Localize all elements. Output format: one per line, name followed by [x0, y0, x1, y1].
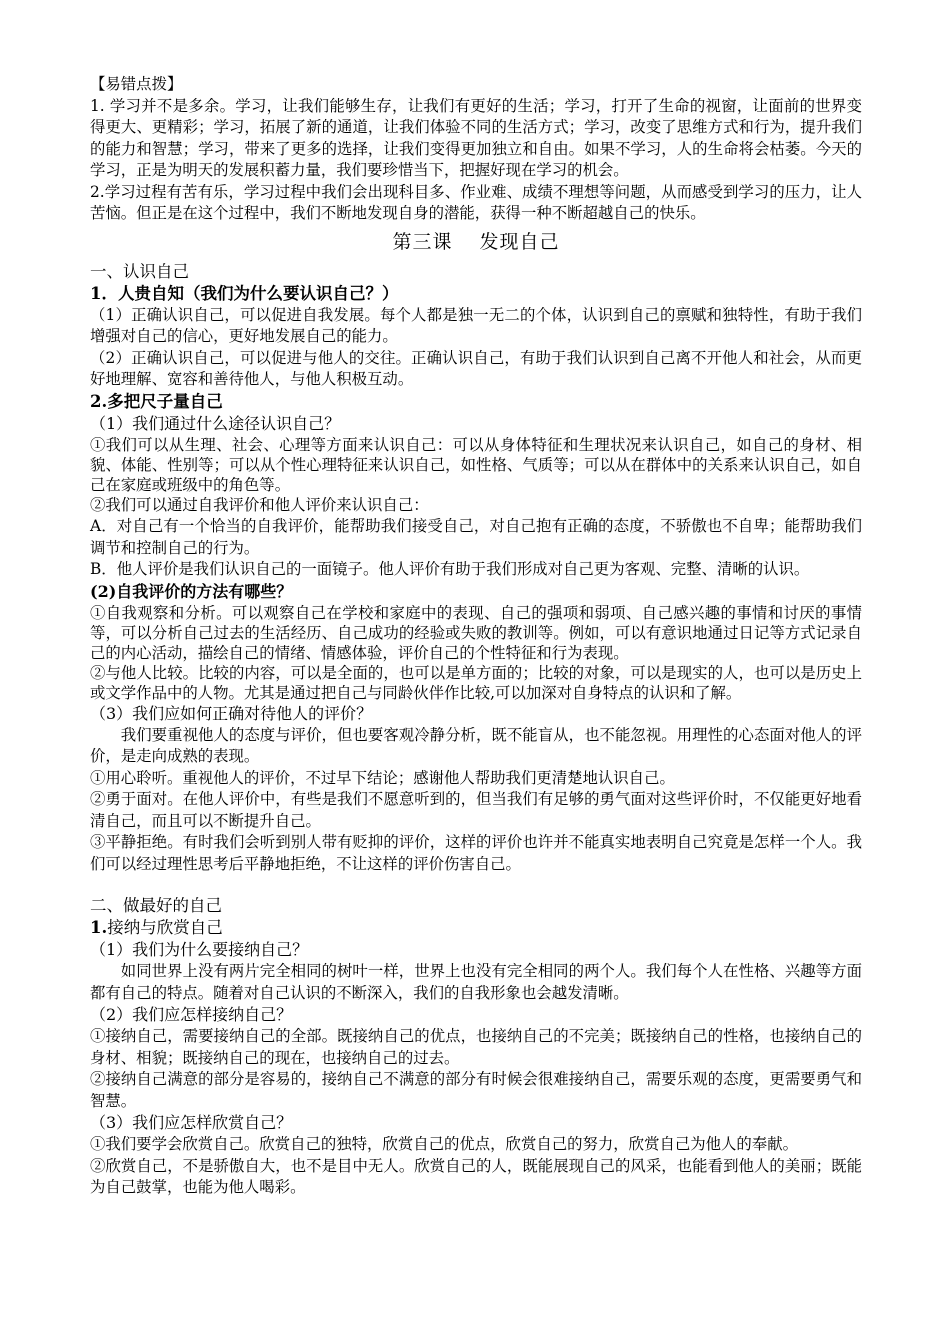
s2-q1-sub2-a: ①接纳自己，需要接纳自己的全部。既接纳自己的优点，也接纳自己的不完美；既接纳自己的性格，也接纳自己的身材、相貌；既接纳自己的现在，也接纳自己的过去。 — [90, 1027, 862, 1067]
s2-q1-sub1-title: （1）我们为什么要接纳自己？ — [90, 940, 309, 959]
s2-q1-title-number: 1. — [90, 918, 108, 937]
s1-q2-sub3-c: ③平静拒绝。有时我们会听到别人带有贬抑的评价，这样的评价也许并不能真实地表明自己究竟是怎样一个人。我们可以经过理性思考后平静地拒绝，不让这样的评价伤害自己。 — [90, 833, 862, 873]
s1-q2-sub3-a: ①用心聆听。重视他人的评价，不过早下结论；感谢他人帮助我们更清楚地认识自己。 — [90, 768, 675, 787]
s1-q2-sub2-a: ①自我观察和分析。可以观察自己在学校和家庭中的表现、自己的强项和弱项、自己感兴趣的事情和讨厌的事情等，可以分析自己过去的生活经历、自己成功的经验或失败的教训等。例如，可以有意识地通过日记等方式记录自己的内心活动，描绘自己的情绪、情感体验，评价自己的个性特征和行为表现。 — [90, 603, 862, 662]
s1-q2-sub1-c: A．对自己有一个恰当的自我评价，能帮助我们接受自己，对自己抱有正确的态度，不骄傲也不自卑；能帮助我们调节和控制自己的行为。 — [90, 517, 862, 557]
section-1-title: 一、认识自己 — [90, 261, 189, 281]
error-tip-1: 1. 学习并不是多余。学习，让我们能够生存，让我们有更好的生活；学习，打开了生命的视窗，让面前的世界变得更大、更精彩；学习，拓展了新的通道，让我们体验不同的生活方式；学习，改变了思维方式和行为，提升我们的能力和智慧；学习，带来了更多的选择，让我们变得更加独立和自由。如果不学习，人的生命将会枯萎。今天的学习，正是为明天的发展积蓄力量，我们要珍惜当下，把握好现在学习的机会。 — [90, 96, 862, 179]
s2-q1-sub3-a: ①我们要学会欣赏自己。欣赏自己的独特，欣赏自己的优点，欣赏自己的努力，欣赏自己为他人的奉献。 — [90, 1135, 798, 1153]
s2-q1-sub3-b: ②欣赏自己，不是骄傲自大，也不是目中无人。欣赏自己的人，既能展现自己的风采，也能看到他人的美丽；既能为自己鼓掌，也能为他人喝彩。 — [90, 1156, 862, 1196]
section-2-title: 二、做最好的自己 — [90, 896, 222, 915]
s1-q2-sub1-a: ①我们可以从生理、社会、心理等方面来认识自己：可以从身体特征和生理状况来认识自己，如自己的身材、相貌、体能、性别等；可以从个性心理特征来认识自己，如性格、气质等；可以从在群体中的关系来认识自己，如自己在家庭或班级中的角色等。 — [90, 435, 862, 494]
s1-q2-sub1-b: ②我们可以通过自我评价和他人评价来认识自己： — [90, 495, 429, 514]
s1-q2-sub3-title: （3）我们应如何正确对待他人的评价？ — [90, 703, 373, 723]
s1-q1-point-2: （2）正确认识自己，可以促进与他人的交往。正确认识自己，有助于我们认识到自己离不开他人和社会，从而更好地理解、宽容和善待他人，与他人积极互动。 — [90, 348, 862, 388]
s2-q1-title — [90, 917, 862, 939]
s1-q2-sub3-b: ②勇于面对。在他人评价中，有些是我们不愿意听到的，但当我们有足够的勇气面对这些评价时，不仅能更好地看清自己，而且可以不断提升自己。 — [90, 790, 862, 830]
s1-q2-sub1-d: B．他人评价是我们认识自己的一面镜子。他人评价有助于我们形成对自己更为客观、完整、清晰的认识。 — [90, 560, 810, 578]
s1-q2-sub2-b: ②与他人比较。比较的内容，可以是全面的，也可以是单方面的；比较的对象，可以是现实的人，也可以是历史上或文学作品中的人物。尤其是通过把自己与同龄伙伴作比较,可以加深对自身特点的认识和了解。 — [90, 663, 862, 702]
s1-q2-sub3-intro: 我们要重视他人的态度与评价，但也要客观冷静分析，既不能盲从，也不能忽视。用理性的心态面对他人的评价，是走向成熟的表现。 — [90, 725, 862, 765]
s2-q1-sub2-title: （2）我们应怎样接纳自己？ — [90, 1005, 293, 1024]
s1-q2-sub1-title: （1）我们通过什么途径认识自己？ — [90, 413, 341, 433]
s1-q2-title: 2.多把尺子量自己 — [90, 391, 223, 411]
s2-q1-sub2-b: ②接纳自己满意的部分是容易的，接纳自己不满意的部分有时候会很难接纳自己，需要乐观的态度，更需要勇气和智慧。 — [90, 1070, 862, 1110]
s1-q2-sub2-title: (2)自我评价的方法有哪些？ — [90, 581, 293, 601]
error-tips-heading: 【易错点拨】 — [90, 75, 183, 93]
document-page — [90, 74, 862, 1199]
s1-q1-point-1: （1）正确认识自己，可以促进自我发展。每个人都是独一无二的个体，认识到自己的禀赋和独特性，有助于我们增强对自己的信心，更好地发展自己的能力。 — [90, 305, 862, 345]
error-tip-2: 2.学习过程有苦有乐，学习过程中我们会出现科目多、作业难、成绩不理想等问题，从而感受到学习的压力，让人苦恼。但正是在这个过程中，我们不断地发现自身的潜能，获得一种不断超越自己的快乐。 — [90, 182, 862, 222]
s2-q1-sub1-a: 如同世界上没有两片完全相同的树叶一样，世界上也没有完全相同的两个人。我们每个人在性格、兴趣等方面都有自己的特点。随着对自己认识的不断深入，我们的自我形象也会越发清晰。 — [90, 962, 862, 1002]
section-spacer — [90, 875, 862, 895]
s2-q1-sub3-title: （3）我们应怎样欣赏自己？ — [90, 1113, 293, 1132]
s1-q1-title: 1．人贵自知（我们为什么要认识自己？） — [90, 283, 399, 303]
s2-q1-title-text: 接纳与欣赏自己 — [107, 918, 223, 937]
lesson-title: 第三课 发现自己 — [392, 230, 560, 253]
